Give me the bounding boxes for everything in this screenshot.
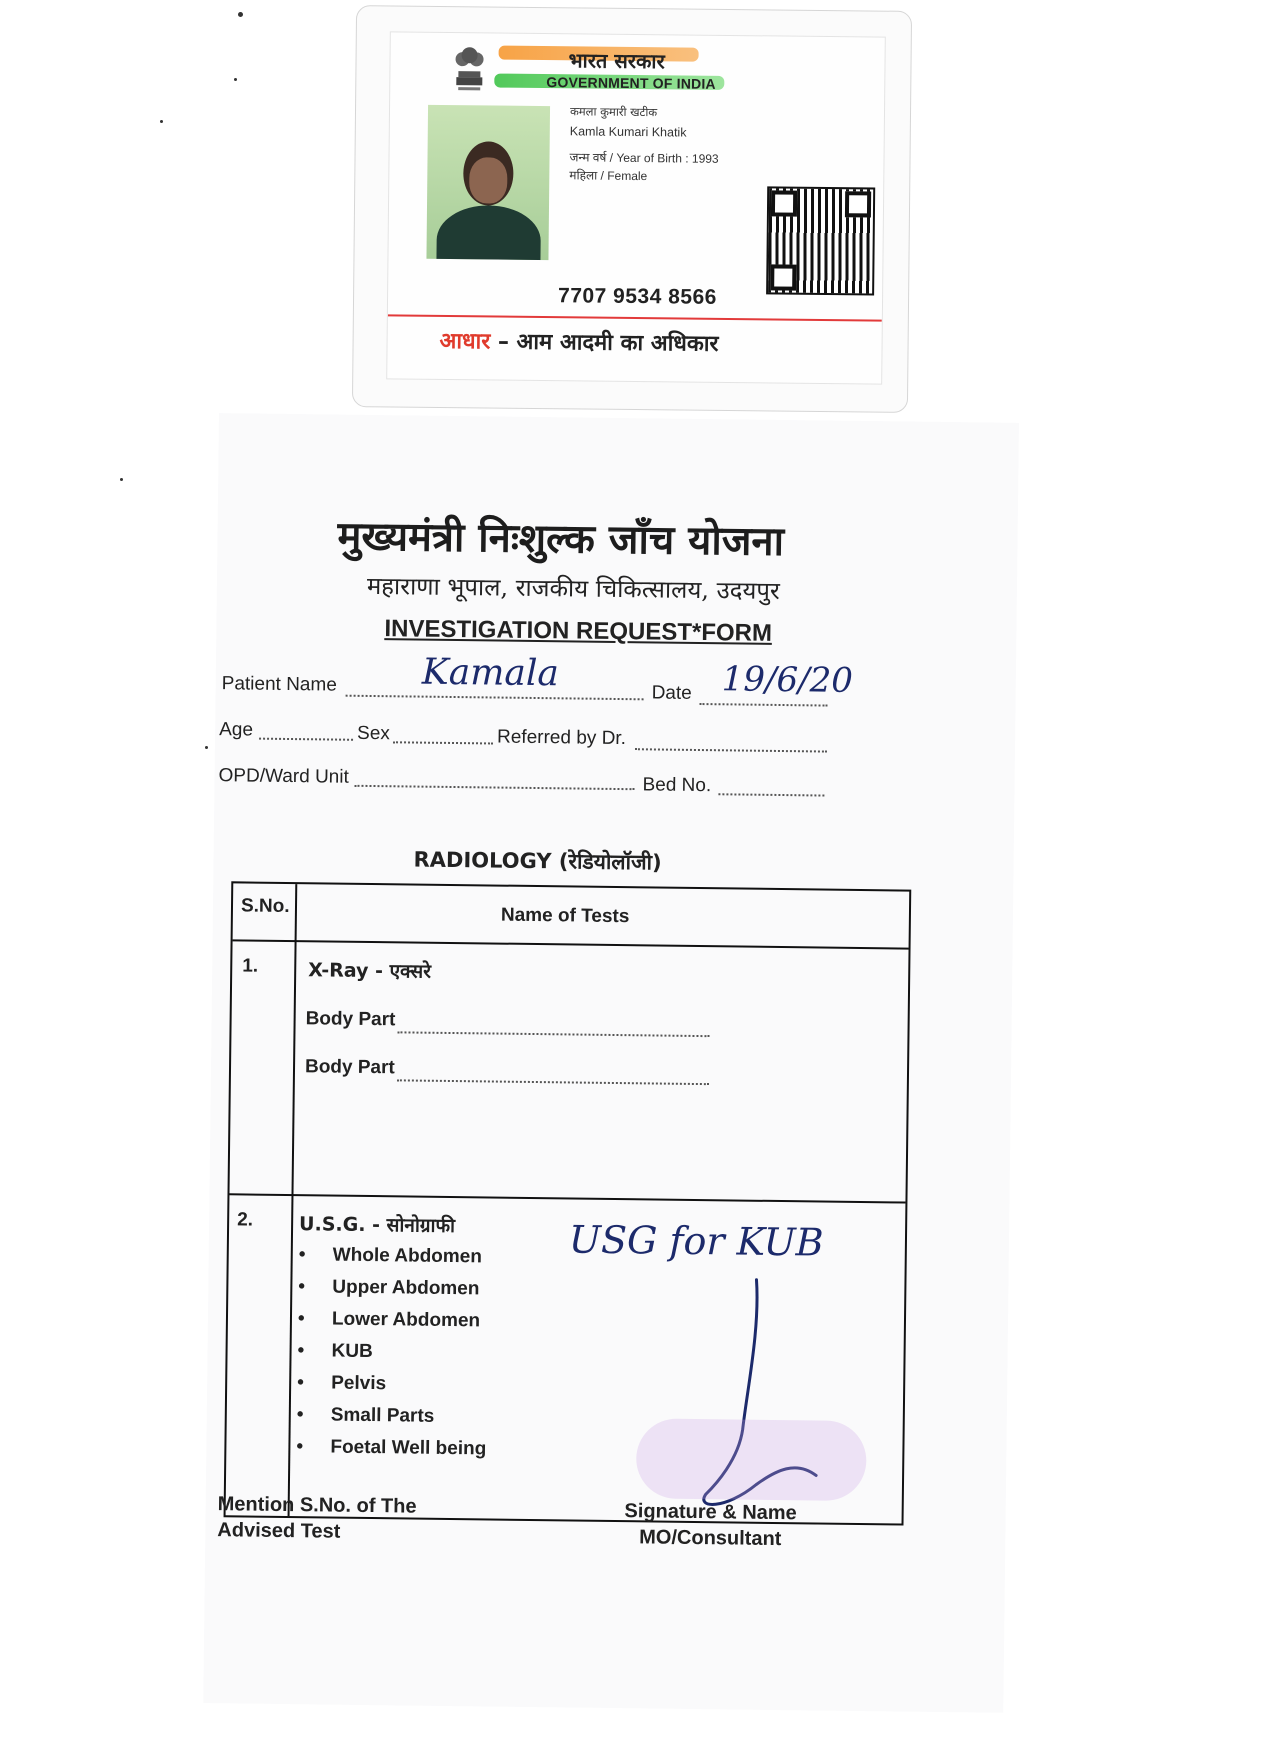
holder-photo	[426, 105, 550, 260]
date-handwritten: 19/6/20	[721, 659, 854, 701]
holder-name-hindi: कमला कुमारी खटीक	[569, 104, 658, 120]
investigation-form	[203, 413, 1019, 1713]
body-part-label-1: Body Part	[305, 1008, 396, 1031]
usg-option-kub: • KUB	[331, 1341, 372, 1364]
gender: महिला / Female	[569, 168, 648, 184]
patient-name-line	[346, 695, 644, 701]
row-2-sno: 2.	[237, 1209, 254, 1231]
aadhaar-slogan	[439, 325, 718, 358]
referred-by-line	[635, 748, 827, 752]
government-hindi: भारत सरकार	[568, 48, 665, 74]
year-of-birth: जन्म वर्ष / Year of Birth : 1993	[569, 150, 719, 166]
holder-name-english: Kamla Kumari Khatik	[569, 124, 687, 140]
radiology-heading: RADIOLOGY (रेडियोलॉजी)	[413, 847, 662, 875]
form-title: INVESTIGATION REQUEST*FORM	[384, 615, 773, 647]
slogan-aadhaar: आधार	[439, 328, 491, 355]
footer-signature-label: Signature & Name MO/Consultant	[624, 1500, 797, 1551]
usg-option-whole-abdomen: • Whole Abdomen	[333, 1245, 482, 1269]
body-part-line-1	[397, 1031, 709, 1037]
opd-ward-line	[354, 785, 634, 790]
age-line	[259, 738, 353, 741]
handwritten-advice: USG for KUB	[568, 1217, 824, 1265]
patient-name-handwritten: Kamala	[421, 651, 560, 695]
patient-name-label: Patient Name	[221, 673, 337, 696]
sno-header: S.No.	[240, 895, 290, 918]
faded-stamp	[636, 1418, 867, 1501]
usg-label: U.S.G. - सोनोग्राफी	[298, 1213, 456, 1238]
age-label: Age	[219, 719, 254, 741]
row-1-sno: 1.	[242, 955, 259, 977]
national-emblem-icon	[452, 41, 487, 93]
usg-option-upper-abdomen: • Upper Abdomen	[332, 1277, 479, 1301]
qr-code	[766, 186, 875, 295]
aadhaar-number: 7707 9534 8566	[557, 284, 718, 309]
government-english: GOVERNMENT OF INDIA	[546, 74, 716, 92]
footer-mention-sno: Mention S.No. of The Advised Test	[217, 1493, 417, 1543]
scheme-title: मुख्यमंत्री निःशुल्क जाँच योजना	[337, 512, 785, 566]
referred-by-label: Referred by Dr.	[496, 726, 627, 750]
usg-option-small-parts: • Small Parts	[331, 1405, 435, 1428]
aadhaar-card	[386, 31, 886, 384]
body-part-label-2: Body Part	[304, 1056, 395, 1079]
bed-no-label: Bed No.	[642, 774, 712, 797]
usg-option-lower-abdomen: • Lower Abdomen	[332, 1309, 480, 1333]
hospital-name: महाराणा भूपाल, राजकीय चिकित्सालय, उदयपुर	[366, 571, 781, 605]
xray-label: X-Ray - एक्सरे	[308, 959, 432, 983]
date-label: Date	[651, 682, 692, 704]
card-divider	[388, 314, 882, 321]
bed-no-line	[718, 793, 824, 796]
opd-ward-label: OPD/Ward Unit	[218, 765, 349, 788]
usg-option-pelvis: • Pelvis	[331, 1373, 386, 1396]
slogan-text: – आम आदमी का अधिकार	[490, 329, 719, 357]
date-line	[699, 703, 827, 707]
sex-label: Sex	[356, 722, 391, 745]
body-part-line-2	[397, 1079, 709, 1085]
sex-line	[393, 741, 493, 744]
usg-option-foetal-well-being: • Foetal Well being	[330, 1437, 486, 1461]
tests-header: Name of Tests	[500, 904, 630, 928]
